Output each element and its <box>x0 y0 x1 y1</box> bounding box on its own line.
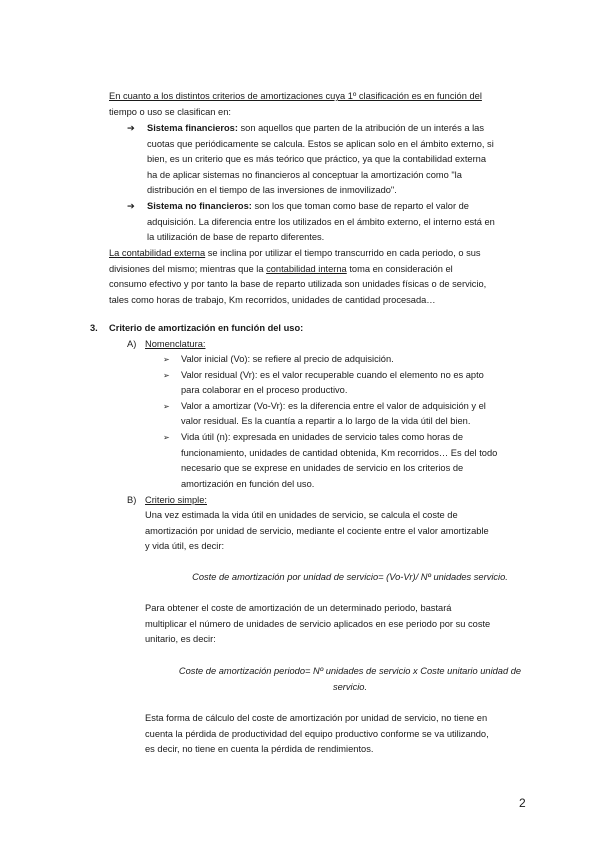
list-item-text: Valor inicial (Vo): se refiere al precio de adquisición. <box>181 354 394 364</box>
list-item <box>163 430 553 492</box>
list-item <box>163 352 553 368</box>
paragraph-line: tales como horas de trabajo, Km recorridos, unidades de cantidad procesada… <box>109 294 436 305</box>
paragraph-line: cuenta la pérdida de productividad del equipo productivo conforme se va utilizando, <box>145 728 489 739</box>
subsection-letter: B) <box>127 495 137 505</box>
paragraph-line: Para obtener el coste de amortización de un determinado periodo, bastará <box>145 603 452 613</box>
triangle-bullet-icon: ➢ <box>163 432 170 442</box>
section-title: Criterio de amortización en función del uso: <box>109 323 304 333</box>
triangle-bullet-icon: ➢ <box>163 370 170 380</box>
page-number: 2 <box>519 796 526 810</box>
nomenclatura-list <box>163 352 553 492</box>
list-item-text: funcionamiento, unidades de cantidad obtenida, Km recorridos… Es del todo <box>181 447 498 458</box>
sistema-no-financieros-label: Sistema no financieros: <box>147 201 252 211</box>
intro-heading <box>109 89 529 120</box>
paragraph-line: Una vez estimada la vida útil en unidades de servicio, se calcula el coste de <box>145 510 458 520</box>
criterio-simple-paragraph-1 <box>145 508 555 555</box>
paragraph-line: multiplicar el número de unidades de servicio aplicados en ese periodo por su coste <box>145 618 491 629</box>
subsection-a-heading <box>127 337 527 353</box>
arrow-bullet-icon: ➔ <box>127 201 135 211</box>
paragraph-line: es decir, no tiene en cuenta la pérdida de rendimientos. <box>145 744 374 755</box>
intro-line-2: tiempo o uso se clasifican en: <box>109 106 231 117</box>
contabilidad-interna-term: contabilidad interna <box>266 263 347 274</box>
list-item-text: Valor residual (Vr): es el valor recuperable cuando el elemento no es apto <box>181 369 484 380</box>
formula-coste-periodo <box>145 664 555 695</box>
subsection-title: Nomenclatura: <box>145 339 206 349</box>
bullet-sistema-no-financieros <box>127 199 547 246</box>
paragraph-line: consumo efectivo y por tanto la base de reparto utilizada son unidades físicas o de servicio, <box>109 279 487 290</box>
list-item-text: amortización en función del uso. <box>181 478 315 489</box>
criterio-simple-paragraph-3 <box>145 711 555 758</box>
sistema-financieros-line: distribución en el tiempo de las inversiones de inmovilizado". <box>147 185 397 196</box>
sistema-financieros-text <box>147 121 547 199</box>
bullet-sistema-financieros <box>127 121 547 199</box>
criterio-simple-paragraph-2 <box>145 601 555 648</box>
paragraph-line: toma en consideración el <box>349 263 453 274</box>
sistema-financieros-label: Sistema financieros: <box>147 123 238 133</box>
subsection-letter: A) <box>127 339 137 349</box>
paragraph-line: divisiones del mismo; mientras que la <box>109 263 264 274</box>
contabilidad-externa-term: La contabilidad externa <box>109 248 206 258</box>
paragraph-line: se inclina por utilizar el tiempo transcurrido en cada periodo, o sus <box>207 248 481 258</box>
list-item-text: necesario que se exprese en unidades de servicio en los criterios de <box>181 463 464 474</box>
list-item <box>163 368 553 399</box>
paragraph-line: y vida útil, es decir: <box>145 541 225 552</box>
sistema-no-financieros-line: la utilización de base de reparto diferentes. <box>147 232 325 243</box>
arrow-bullet-icon: ➔ <box>127 123 135 133</box>
formula-coste-unitario: Coste de amortización por unidad de servicio= (Vo-Vr)/ Nº unidades servicio. <box>192 572 508 582</box>
sistema-financieros-line: son aquellos que parten de la atribución de un interés a las <box>240 123 484 133</box>
section-number: 3. <box>90 323 98 333</box>
sistema-no-financieros-line: son los que toman como base de reparto el valor de <box>254 201 469 211</box>
triangle-bullet-icon: ➢ <box>163 401 170 411</box>
subsection-b-heading <box>127 493 527 509</box>
list-item-text: para colaborar en el proceso productivo. <box>181 385 348 396</box>
triangle-bullet-icon: ➢ <box>163 355 170 364</box>
sistema-no-financieros-text <box>147 199 547 246</box>
formula-line: Coste de amortización periodo= Nº unidades de servicio x Coste unitario unidad de <box>178 666 522 676</box>
paragraph-line: unitario, es decir: <box>145 634 216 645</box>
list-item-text: Valor a amortizar (Vo-Vr): es la diferencia entre el valor de adquisición y el <box>181 400 486 411</box>
paragraph-line: amortización por unidad de servicio, mediante el cociente entre el valor amortizable <box>145 525 489 536</box>
formula-line: servicio. <box>332 681 368 692</box>
list-item-text: valor residual. Es la cuantía a repartir a lo largo de la vida útil del bien. <box>181 416 471 427</box>
contabilidad-paragraph <box>109 246 549 308</box>
sistema-financieros-line: ha de aplicar sistemas no financieros al conceptuar la amortización como "la <box>147 169 462 180</box>
subsection-title: Criterio simple: <box>145 495 207 505</box>
sistema-no-financieros-line: adquisición. La diferencia entre los utilizados en el ámbito externo, el interno está en <box>147 216 495 227</box>
sistema-financieros-line: cuotas que periódicamente se calcula. Estos se aplican solo en el ámbito externo, si <box>147 138 494 149</box>
list-item-text: Vida útil (n): expresada en unidades de servicio tales como horas de <box>181 431 463 442</box>
section-3-heading <box>90 321 550 337</box>
intro-line-1: En cuanto a los distintos criterios de amortizaciones cuya 1º clasificación es en función del <box>109 91 482 101</box>
sistema-financieros-line: bien, es un criterio que es más teórico que práctico, ya que la contabilidad externa <box>147 154 487 165</box>
paragraph-line: Esta forma de cálculo del coste de amortización por unidad de servicio, no tiene en <box>145 713 488 723</box>
list-item <box>163 399 553 430</box>
